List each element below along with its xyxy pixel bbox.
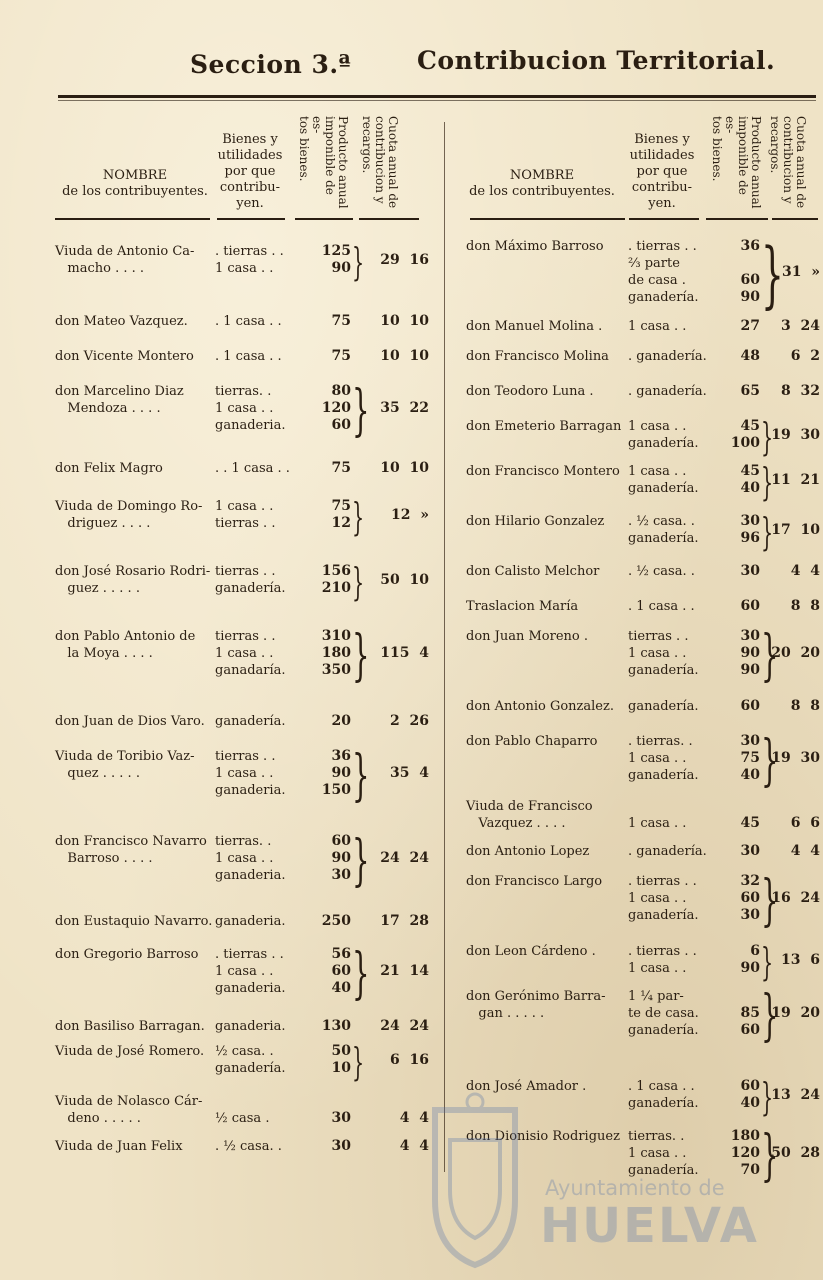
- annual-product: 130: [321, 1018, 351, 1034]
- contributor-name: don Marcelino Diaz Mendoza . . . .: [55, 384, 184, 416]
- goods-description: . tierras . . ⅔ parte de casa . ganadería.: [628, 239, 699, 305]
- table-row: [462, 983, 820, 1047]
- annual-quota: 6 16: [390, 1051, 429, 1068]
- table-row: [462, 728, 820, 792]
- annual-product: 310 180 350: [321, 628, 351, 678]
- goods-description: . ganadería.: [628, 844, 707, 859]
- table-row: [462, 232, 820, 316]
- goods-description: . tierras . . 1 casa . .: [628, 944, 697, 976]
- header-underline: [295, 218, 353, 220]
- goods-description: 1 casa . . ganadería.: [628, 464, 699, 496]
- table-row: [462, 868, 820, 932]
- section-title: Seccion 3.ª: [190, 50, 352, 79]
- header-underline: [629, 218, 699, 220]
- goods-description: . 1 casa . .: [215, 349, 282, 364]
- annual-quota: 11 21: [771, 471, 820, 488]
- brace-icon: }: [352, 378, 370, 442]
- contributor-name: don Francisco Navarro Barroso . . . .: [55, 834, 207, 866]
- header-goods: Bienes y utilidades por que contribu- yen.: [629, 132, 695, 211]
- header-underline: [706, 218, 768, 220]
- annual-product: 30: [740, 843, 760, 859]
- goods-description: ½ casa .: [215, 1111, 270, 1126]
- contributor-name: Viuda de José Romero.: [55, 1044, 205, 1059]
- goods-description: tierras. . 1 casa . . ganadería.: [628, 1129, 699, 1178]
- brace-icon: }: [761, 983, 779, 1047]
- annual-quota: 20 20: [771, 645, 820, 661]
- contributor-name: don Gregorio Barroso: [55, 947, 199, 962]
- goods-description: . ½ casa. .: [215, 1139, 282, 1154]
- annual-product: 30 75 40: [740, 733, 760, 783]
- header-goods: Bienes y utilidades por que contribu- yen.: [217, 132, 283, 211]
- brace-icon: }: [761, 1075, 774, 1119]
- annual-product: 56 60 40: [331, 946, 351, 996]
- goods-description: 1 casa . .: [628, 816, 687, 831]
- table-row: [462, 598, 818, 615]
- goods-description: . 1 casa . .: [628, 599, 695, 614]
- annual-product: 156 210: [321, 563, 351, 596]
- goods-description: . tierras . . 1 casa . .: [215, 244, 284, 276]
- table-row: [462, 415, 820, 459]
- annual-quota: 29 16: [380, 251, 429, 268]
- annual-quota: 6 6: [790, 815, 820, 831]
- table-row: [462, 510, 820, 554]
- brace-icon: }: [352, 828, 370, 892]
- right-column: [462, 108, 820, 1187]
- annual-product: 75 12: [331, 498, 351, 531]
- table-row: [55, 495, 431, 539]
- brace-icon: }: [761, 940, 774, 984]
- top-rule-thin: [58, 100, 816, 101]
- annual-product: 45 100: [730, 418, 760, 451]
- contributor-name: Traslacion María: [466, 599, 579, 614]
- table-row: [55, 828, 431, 892]
- watermark-small: Ayuntamiento de: [545, 1176, 725, 1200]
- shield-icon: [420, 1090, 530, 1270]
- goods-description: . 1 casa . . ganadería.: [628, 1079, 699, 1111]
- goods-description: tierras. . 1 casa . . ganaderia.: [215, 384, 286, 433]
- contributor-name: don Emeterio Barragan: [466, 419, 622, 434]
- annual-quota: 115 4: [380, 645, 429, 661]
- annual-quota: 35 22: [380, 400, 429, 416]
- contributor-name: don Eustaquio Navarro.: [55, 914, 213, 929]
- brace-icon: }: [352, 743, 370, 807]
- left-table-header: [55, 108, 431, 220]
- contributor-name: don Francisco Largo: [466, 874, 603, 889]
- table-row: [462, 348, 818, 365]
- table-row: [462, 698, 818, 715]
- annual-product: 30: [331, 1110, 351, 1126]
- contributor-name: don Gerónimo Barra- gan . . . . .: [466, 989, 606, 1021]
- table-row: [55, 240, 431, 284]
- brace-icon: }: [352, 623, 370, 687]
- goods-description: . tierras. . 1 casa . . ganadería.: [628, 734, 699, 783]
- table-row: [462, 623, 820, 687]
- goods-description: . tierras . . 1 casa . . ganaderia.: [215, 947, 286, 996]
- table-row: [462, 460, 820, 504]
- annual-product: 80 120 60: [321, 383, 351, 433]
- header-underline: [359, 218, 419, 220]
- contributor-name: don Teodoro Luna .: [466, 384, 594, 399]
- annual-quota: 16 24: [771, 890, 820, 906]
- header-quota: Cuota anual de contribucion y recargos.: [768, 116, 808, 209]
- annual-quota: 3 24: [781, 318, 820, 334]
- contributor-name: don Manuel Molina .: [466, 319, 603, 334]
- annual-quota: 17 28: [380, 913, 429, 929]
- contributor-name: Viuda de Juan Felix: [55, 1139, 183, 1154]
- contributor-name: don Francisco Molina: [466, 349, 609, 364]
- table-row: [55, 743, 431, 807]
- annual-quota: 24 24: [380, 1018, 429, 1034]
- annual-quota: 19 30: [771, 750, 820, 766]
- annual-quota: 50 28: [771, 1145, 820, 1161]
- annual-quota: 4 4: [399, 1138, 429, 1154]
- contributor-name: don Dionisio Rodriguez: [466, 1129, 620, 1144]
- brace-icon: }: [352, 941, 370, 1005]
- table-row: [55, 913, 431, 930]
- table-row: [462, 318, 818, 335]
- contributor-name: Viuda de Antonio Ca- macho . . . .: [55, 244, 195, 276]
- annual-quota: 8 8: [790, 698, 820, 714]
- goods-description: . ½ casa. . ganadería.: [628, 514, 699, 546]
- goods-description: tierras . . 1 casa . . ganadaría.: [215, 629, 286, 678]
- contributor-name: don Juan Moreno .: [466, 629, 589, 644]
- table-row: [55, 460, 431, 477]
- table-row: [55, 313, 431, 330]
- contributor-name: don Antonio Lopez: [466, 844, 590, 859]
- goods-description: . ganadería.: [628, 349, 707, 364]
- goods-description: tierras . . 1 casa . . ganaderia.: [215, 749, 286, 798]
- goods-description: 1 ¼ par- te de casa. ganadería.: [628, 989, 699, 1038]
- goods-description: . . 1 casa . .: [215, 461, 290, 476]
- annual-product: 75: [331, 460, 351, 476]
- header-name: NOMBRE de los contribuyentes.: [62, 168, 208, 199]
- annual-product: 85 60: [740, 1005, 760, 1038]
- goods-description: ganadería.: [215, 714, 286, 729]
- goods-description: 1 casa . . tierras . .: [215, 499, 276, 531]
- brace-icon: }: [761, 623, 779, 687]
- brace-icon: }: [761, 868, 779, 932]
- contributor-name: Viuda de Francisco Vazquez . . . .: [466, 799, 593, 831]
- header-quota: Cuota anual de contribucion y recargos.: [360, 116, 400, 209]
- contributor-name: don Pablo Antonio de la Moya . . . .: [55, 629, 196, 661]
- contributor-name: don José Rosario Rodri- guez . . . . .: [55, 564, 211, 596]
- annual-quota: 21 14: [380, 963, 429, 979]
- goods-description: tierras. . 1 casa . . ganaderia.: [215, 834, 286, 883]
- annual-product: 65: [740, 383, 760, 399]
- contributor-name: don Mateo Vazquez.: [55, 314, 188, 329]
- contributor-name: Viuda de Domingo Ro- driguez . . . .: [55, 499, 203, 531]
- annual-quota: 4 4: [790, 843, 820, 859]
- brace-icon: }: [761, 232, 784, 316]
- header-underline: [772, 218, 818, 220]
- contributor-name: don Antonio Gonzalez.: [466, 699, 614, 714]
- contributor-name: don Pablo Chaparro: [466, 734, 598, 749]
- brace-icon: }: [352, 560, 365, 604]
- header-underline: [55, 218, 210, 220]
- table-row: [55, 348, 431, 365]
- annual-product: 180 120 70: [730, 1128, 760, 1178]
- annual-quota: 8 32: [781, 383, 820, 399]
- brace-icon: }: [761, 415, 774, 459]
- annual-product: 75: [331, 313, 351, 329]
- goods-description: ½ casa. . ganadería.: [215, 1044, 286, 1076]
- goods-description: 1 casa . . ganadería.: [628, 419, 699, 451]
- table-row: [462, 940, 820, 984]
- contributor-name: don Leon Cárdeno .: [466, 944, 596, 959]
- annual-product: 45 40: [740, 463, 760, 496]
- goods-description: . tierras . . 1 casa . . ganadería.: [628, 874, 699, 923]
- brace-icon: }: [761, 728, 779, 792]
- contributor-name: don Basiliso Barragan.: [55, 1019, 205, 1034]
- annual-product: 30: [740, 563, 760, 579]
- goods-description: ganadería.: [628, 699, 699, 714]
- page-title: Contribucion Territorial.: [417, 46, 776, 75]
- annual-quota: 10 10: [380, 460, 429, 476]
- table-row: [462, 383, 818, 400]
- table-row: [55, 1093, 431, 1127]
- annual-quota: 13 6: [781, 951, 820, 968]
- page-header: [0, 44, 823, 84]
- annual-product: 36 90 150: [321, 748, 351, 798]
- annual-quota: 17 10: [771, 521, 820, 538]
- brace-icon: }: [761, 1123, 779, 1187]
- table-row: [55, 941, 431, 1005]
- brace-icon: }: [761, 510, 774, 554]
- goods-description: ganaderia.: [215, 1019, 286, 1034]
- annual-product: 36 60 90: [740, 238, 760, 305]
- annual-product: 30: [331, 1138, 351, 1154]
- annual-quota: 13 24: [771, 1086, 820, 1103]
- annual-quota: 24 24: [380, 850, 429, 866]
- table-row: [55, 623, 431, 687]
- annual-quota: 10 10: [380, 313, 429, 329]
- annual-product: 30 96: [740, 513, 760, 546]
- annual-product: 60: [740, 698, 760, 714]
- annual-product: 6 90: [740, 943, 760, 976]
- annual-product: 75: [331, 348, 351, 364]
- annual-product: 27: [740, 318, 760, 334]
- header-underline: [217, 218, 285, 220]
- contributor-name: Viuda de Toribio Vaz- quez . . . . .: [55, 749, 195, 781]
- brace-icon: }: [761, 460, 774, 504]
- goods-description: tierras . . ganadería.: [215, 564, 286, 596]
- annual-product: 60 90 30: [331, 833, 351, 883]
- table-row: [55, 378, 431, 442]
- annual-product: 60 40: [740, 1078, 760, 1111]
- watermark-big: HUELVA: [540, 1198, 759, 1254]
- annual-quota: 12 »: [391, 506, 429, 523]
- contributor-name: don Máximo Barroso: [466, 239, 604, 254]
- table-row: [55, 713, 431, 730]
- brace-icon: }: [352, 240, 365, 284]
- header-name: NOMBRE de los contribuyentes.: [469, 168, 615, 199]
- goods-description: ganaderia.: [215, 914, 286, 929]
- annual-product: 48: [740, 348, 760, 364]
- brace-icon: }: [352, 495, 365, 539]
- table-row: [55, 1138, 431, 1155]
- annual-quota: 6 2: [790, 348, 820, 364]
- table-row: [55, 560, 431, 604]
- annual-product: 32 60 30: [740, 873, 760, 923]
- annual-quota: 4 4: [790, 563, 820, 579]
- annual-product: 125 90: [321, 243, 351, 276]
- annual-quota: 8 8: [790, 598, 820, 614]
- top-rule: [58, 95, 816, 98]
- contributor-name: don José Amador .: [466, 1079, 587, 1094]
- contributor-name: don Calisto Melchor: [466, 564, 600, 579]
- contributor-name: don Francisco Montero: [466, 464, 620, 479]
- header-product: Producto anual imponible de es- tos bienes.: [710, 116, 763, 209]
- annual-quota: 31 »: [782, 263, 820, 280]
- brace-icon: }: [352, 1040, 365, 1084]
- header-product: Producto anual imponible de es- tos bienes.: [297, 116, 350, 209]
- annual-quota: 19 20: [771, 1005, 820, 1021]
- right-table-header: [462, 108, 818, 220]
- goods-description: tierras . . 1 casa . . ganadería.: [628, 629, 699, 678]
- column-separator: [444, 122, 445, 1172]
- annual-product: 250: [321, 913, 351, 929]
- header-underline: [470, 218, 625, 220]
- table-row: [55, 1040, 431, 1084]
- annual-product: 50 10: [331, 1043, 351, 1076]
- table-row: [462, 798, 818, 832]
- table-row: [55, 1018, 431, 1035]
- contributor-name: don Juan de Dios Varo.: [55, 714, 205, 729]
- annual-product: 20: [331, 713, 351, 729]
- goods-description: . 1 casa . .: [215, 314, 282, 329]
- annual-product: 60: [740, 598, 760, 614]
- contributor-name: don Hilario Gonzalez: [466, 514, 605, 529]
- table-row: [462, 843, 818, 860]
- table-row: [462, 563, 818, 580]
- annual-quota: 19 30: [771, 426, 820, 443]
- annual-quota: 50 10: [380, 571, 429, 588]
- annual-product: 45: [740, 815, 760, 831]
- left-column: [55, 108, 431, 1154]
- annual-product: 30 90 90: [740, 628, 760, 678]
- contributor-name: don Vicente Montero: [55, 349, 194, 364]
- annual-quota: 4 4: [399, 1110, 429, 1126]
- goods-description: 1 casa . .: [628, 319, 687, 334]
- goods-description: . ganadería.: [628, 384, 707, 399]
- annual-quota: 35 4: [390, 765, 429, 781]
- goods-description: . ½ casa. .: [628, 564, 695, 579]
- contributor-name: don Felix Magro: [55, 461, 163, 476]
- annual-quota: 2 26: [390, 713, 429, 729]
- contributor-name: Viuda de Nolasco Cár- deno . . . . .: [55, 1094, 203, 1126]
- annual-quota: 10 10: [380, 348, 429, 364]
